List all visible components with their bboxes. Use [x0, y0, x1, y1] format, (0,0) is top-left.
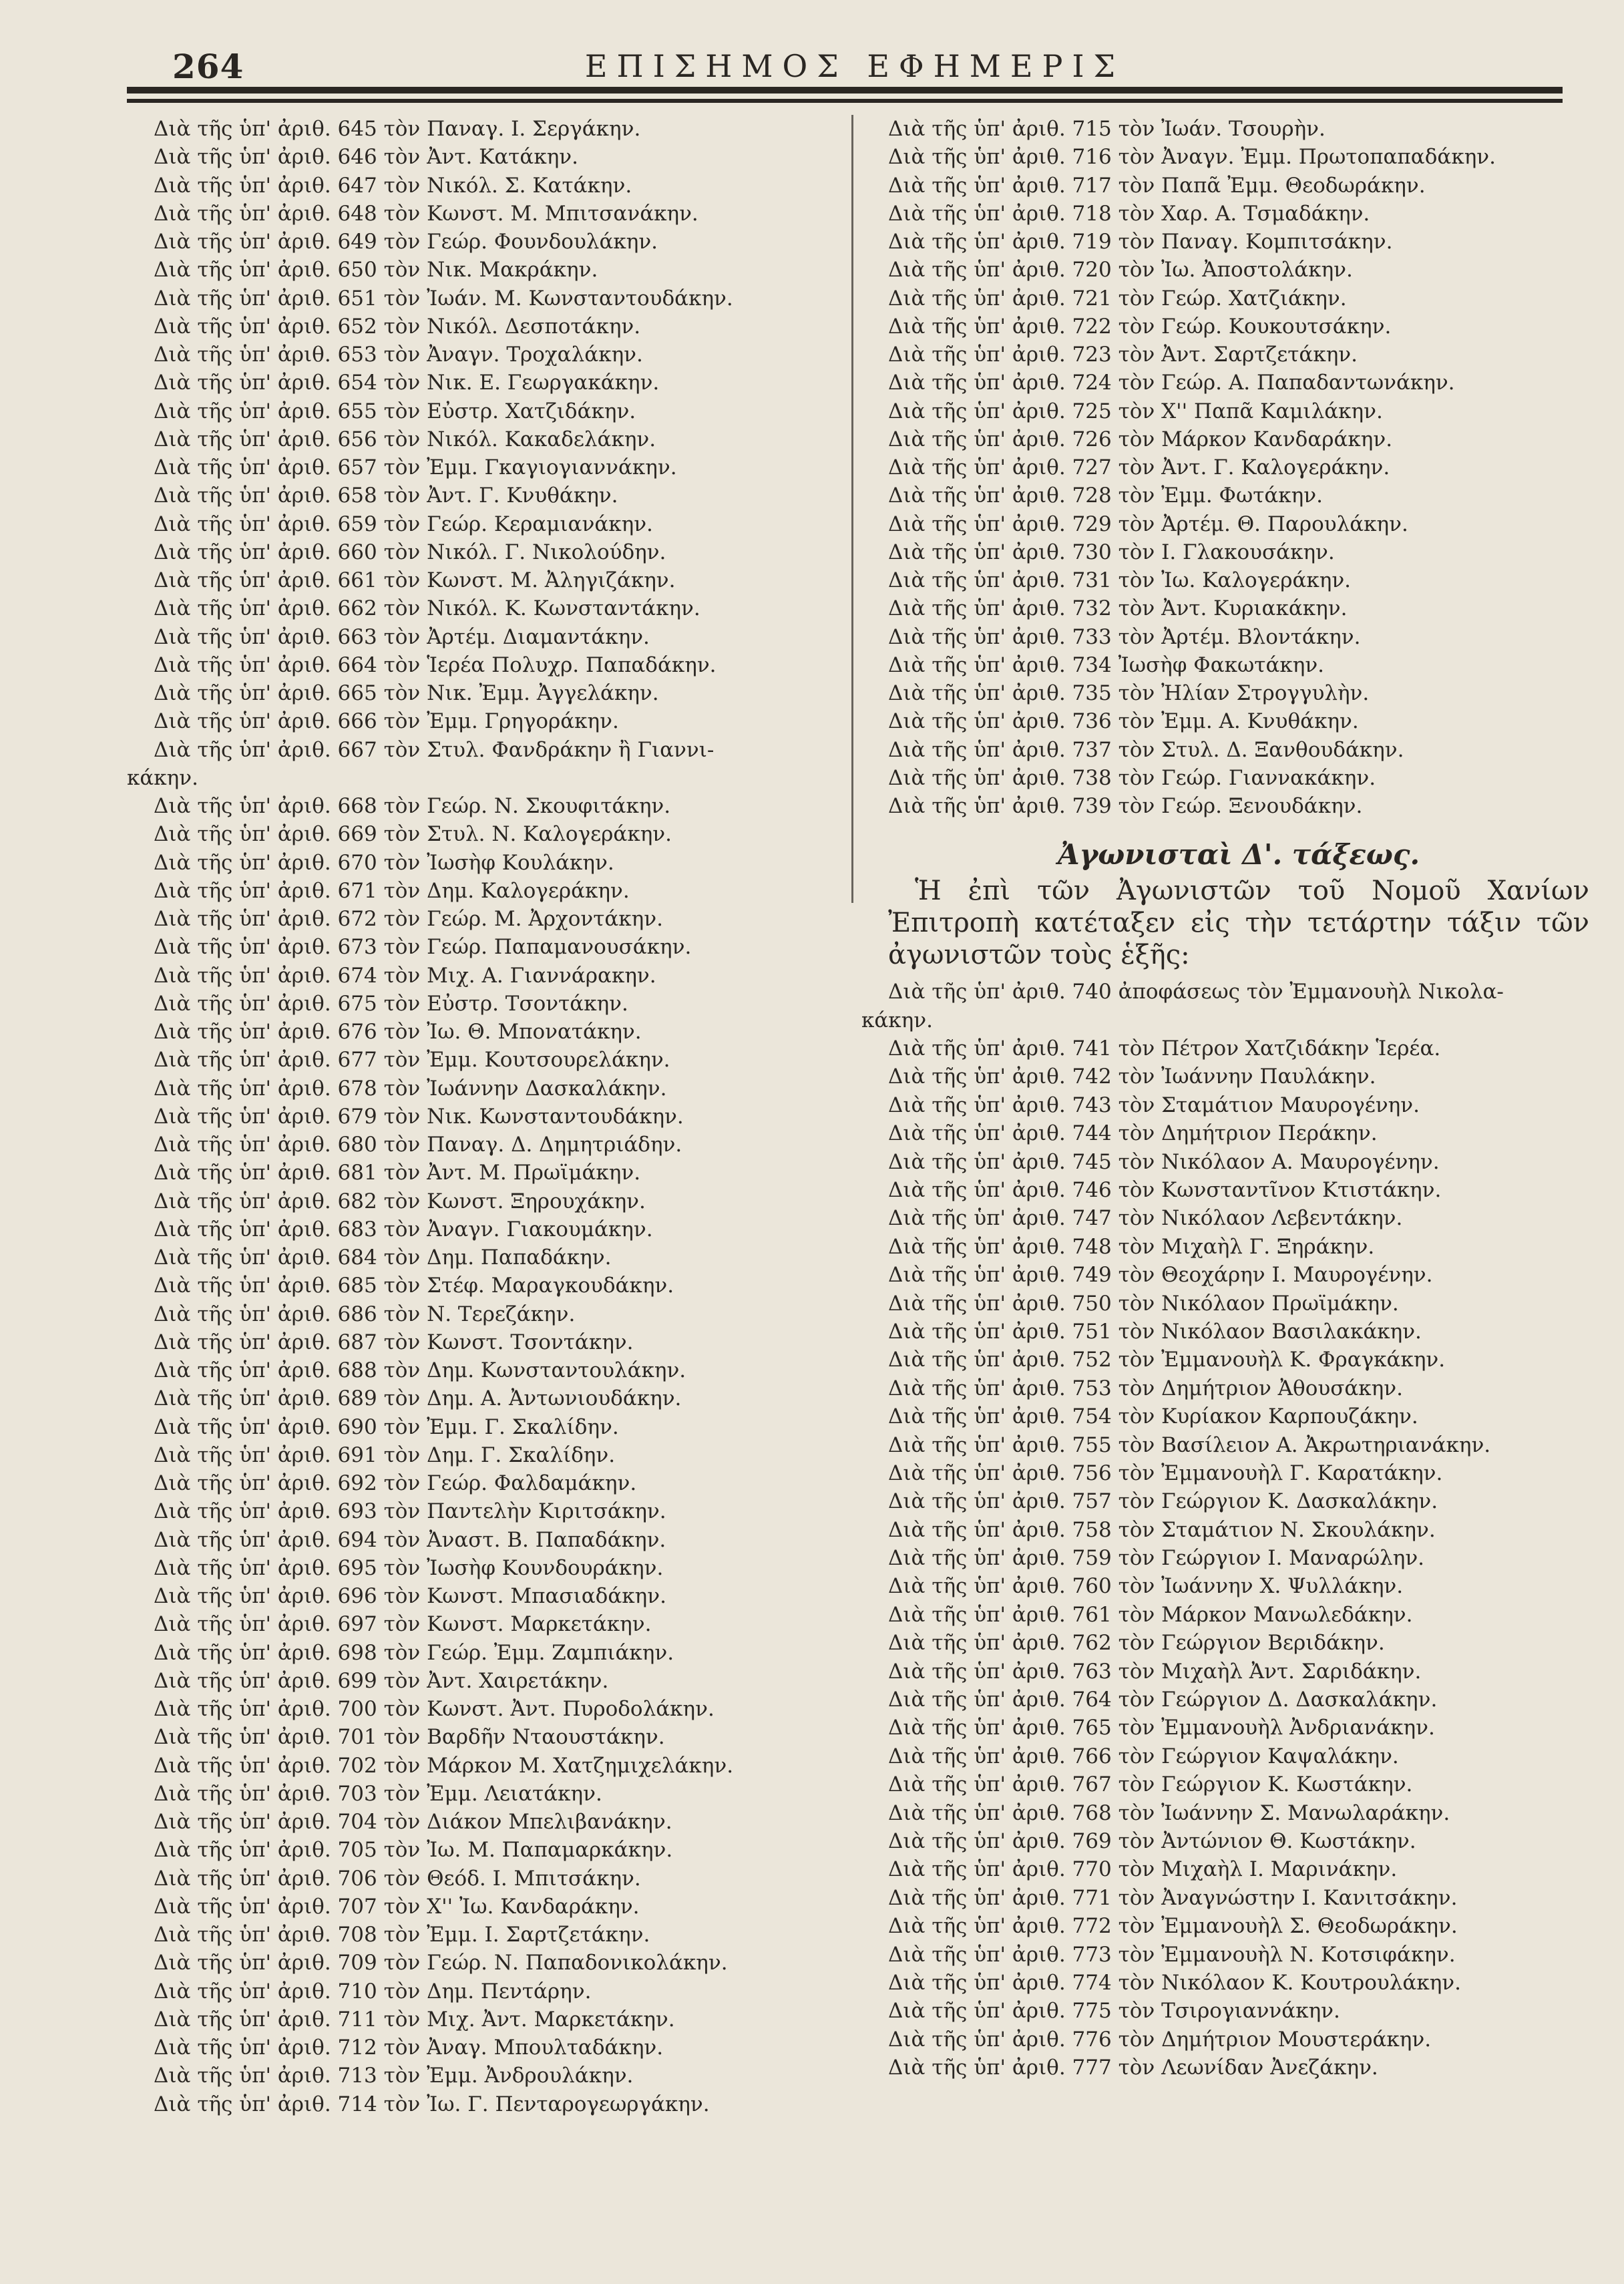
- list-entry: Διὰ τῆς ὑπ' ἀριθ. 762 τὸν Γεώργιον Βεριδάκην.: [888, 1631, 1385, 1656]
- list-entry: Διὰ τῆς ὑπ' ἀριθ. 773 τὸν Ἐμμανουὴλ Ν. Κοτσιφάκην.: [888, 1942, 1456, 1967]
- list-entry: Διὰ τῆς ὑπ' ἀριθ. 756 τὸν Ἐμμανουὴλ Γ. Καρατάκην.: [888, 1461, 1443, 1485]
- list-entry: Διὰ τῆς ὑπ' ἀριθ. 753 τὸν Δημήτριον Ἀθουσάκην.: [888, 1376, 1403, 1400]
- list-entry: Διὰ τῆς ὑπ' ἀριθ. 646 τὸν Ἀντ. Κατάκην.: [154, 145, 578, 170]
- list-entry: Διὰ τῆς ὑπ' ἀριθ. 651 τὸν Ἰωάν. Μ. Κωνσταντουδάκην.: [154, 286, 733, 311]
- list-entry: Διὰ τῆς ὑπ' ἀριθ. 765 τὸν Ἐμμανουὴλ Ἀνδριανάκην.: [888, 1716, 1435, 1740]
- list-entry: Διὰ τῆς ὑπ' ἀριθ. 746 τὸν Κωνσταντῖνον Κτιστάκην.: [888, 1177, 1442, 1202]
- list-entry: Διὰ τῆς ὑπ' ἀριθ. 729 τὸν Ἀρτέμ. Θ. Παρουλάκην.: [888, 512, 1408, 536]
- list-entry: Διὰ τῆς ὑπ' ἀριθ. 740 ἀποφάσεως τὸν Ἐμμανουὴλ Νικολα-: [888, 980, 1504, 1004]
- list-entry: Διὰ τῆς ὑπ' ἀριθ. 693 τὸν Παντελὴν Κιριτσάκην.: [154, 1499, 666, 1524]
- list-entry: Διὰ τῆς ὑπ' ἀριθ. 699 τὸν Ἀντ. Χαιρετάκην.: [154, 1668, 609, 1693]
- list-entry: κάκην.: [127, 765, 198, 790]
- section-title: Ἀγωνισταὶ Δ'. τάξεως.: [1057, 838, 1420, 872]
- list-entry: Διὰ τῆς ὑπ' ἀριθ. 768 τὸν Ἰωάννην Σ. Μανωλαράκην.: [888, 1800, 1450, 1825]
- list-entry: Διὰ τῆς ὑπ' ἀριθ. 733 τὸν Ἀρτέμ. Βλοντάκην.: [888, 624, 1361, 649]
- list-entry: Διὰ τῆς ὑπ' ἀριθ. 683 τὸν Ἀναγν. Γιακουμάκην.: [154, 1217, 653, 1242]
- header-rule-thin: [127, 99, 1563, 103]
- list-entry: Διὰ τῆς ὑπ' ἀριθ. 769 τὸν Ἀντώνιον Θ. Κωστάκην.: [888, 1829, 1416, 1853]
- list-entry: Διὰ τῆς ὑπ' ἀριθ. 661 τὸν Κωνστ. Μ. Ἀληγιζάκην.: [154, 568, 676, 592]
- list-entry: Διὰ τῆς ὑπ' ἀριθ. 720 τὸν Ἰω. Ἀποστολάκην.: [888, 258, 1353, 282]
- list-entry: Διὰ τῆς ὑπ' ἀριθ. 712 τὸν Ἀναγ. Μπουλταδάκην.: [154, 2036, 664, 2060]
- list-entry: Διὰ τῆς ὑπ' ἀριθ. 726 τὸν Μάρκον Κανδαράκην.: [888, 427, 1393, 451]
- header-rule-thick: [127, 87, 1563, 93]
- list-entry: Διὰ τῆς ὑπ' ἀριθ. 758 τὸν Σταμάτιον Ν. Σκουλάκην.: [888, 1517, 1436, 1542]
- list-entry: Διὰ τῆς ὑπ' ἀριθ. 755 τὸν Βασίλειον Α. Ἀκρωτηριανάκην.: [888, 1433, 1491, 1457]
- list-entry: Διὰ τῆς ὑπ' ἀριθ. 688 τὸν Δημ. Κωνσταντουλάκην.: [154, 1358, 686, 1382]
- list-entry: Διὰ τῆς ὑπ' ἀριθ. 653 τὸν Ἀναγν. Τροχαλάκην.: [154, 343, 643, 367]
- list-entry: Διὰ τῆς ὑπ' ἀριθ. 705 τὸν Ἰω. Μ. Παπαμαρκάκην.: [154, 1838, 673, 1863]
- list-entry: Διὰ τῆς ὑπ' ἀριθ. 743 τὸν Σταμάτιον Μαυρογένην.: [888, 1093, 1420, 1117]
- list-entry: Διὰ τῆς ὑπ' ἀριθ. 670 τὸν Ἰωσὴφ Κουλάκην.: [154, 850, 614, 875]
- section-intro: Ἡ ἐπὶ τῶν Ἀγωνιστῶν τοῦ Νομοῦ Χανίων Ἐπιτροπὴ κατέταξεν εἰς τὴν τετάρτην τάξιν τῶν ἀγωνιστῶν τοὺς ἑξῆς:: [888, 876, 1589, 971]
- list-entry: Διὰ τῆς ὑπ' ἀριθ. 715 τὸν Ἰωάν. Τσουρὴν.: [888, 117, 1326, 141]
- list-entry: Διὰ τῆς ὑπ' ἀριθ. 657 τὸν Ἐμμ. Γκαγιογιαννάκην.: [154, 455, 677, 480]
- list-entry: Διὰ τῆς ὑπ' ἀριθ. 700 τὸν Κωνστ. Ἀντ. Πυροδολάκην.: [154, 1697, 715, 1721]
- list-entry: Διὰ τῆς ὑπ' ἀριθ. 645 τὸν Παναγ. Ι. Σεργάκην.: [154, 117, 641, 141]
- list-entry: Διὰ τῆς ὑπ' ἀριθ. 727 τὸν Ἀντ. Γ. Καλογεράκην.: [888, 455, 1390, 480]
- list-entry: Διὰ τῆς ὑπ' ἀριθ. 652 τὸν Νικόλ. Δεσποτάκην.: [154, 314, 641, 339]
- list-entry: Διὰ τῆς ὑπ' ἀριθ. 739 τὸν Γεώρ. Ξενουδάκην.: [888, 794, 1363, 818]
- column-divider: [851, 115, 853, 903]
- list-entry: Διὰ τῆς ὑπ' ἀριθ. 760 τὸν Ἰωάννην Χ. Ψυλλάκην.: [888, 1574, 1404, 1599]
- list-entry: Διὰ τῆς ὑπ' ἀριθ. 696 τὸν Κωνστ. Μπασιαδάκην.: [154, 1584, 666, 1608]
- list-entry: Διὰ τῆς ὑπ' ἀριθ. 724 τὸν Γεώρ. Α. Παπαδαντωνάκην.: [888, 371, 1455, 395]
- list-entry: Διὰ τῆς ὑπ' ἀριθ. 682 τὸν Κωνστ. Ξηρουχάκην.: [154, 1189, 646, 1213]
- list-entry: Διὰ τῆς ὑπ' ἀριθ. 668 τὸν Γεώρ. Ν. Σκουφιτάκην.: [154, 794, 671, 818]
- right-entries-before: [888, 115, 1589, 820]
- list-entry: Διὰ τῆς ὑπ' ἀριθ. 707 τὸν Χ'' Ἰω. Κανδαράκην.: [154, 1894, 640, 1919]
- list-entry: Διὰ τῆς ὑπ' ἀριθ. 741 τὸν Πέτρον Χατζιδάκην Ἱερέα.: [888, 1036, 1441, 1061]
- list-entry: Διὰ τῆς ὑπ' ἀριθ. 680 τὸν Παναγ. Δ. Δημητριάδην.: [154, 1133, 682, 1157]
- list-entry: Διὰ τῆς ὑπ' ἀριθ. 766 τὸν Γεώργιον Καψαλάκην.: [888, 1744, 1399, 1768]
- list-entry: Διὰ τῆς ὑπ' ἀριθ. 679 τὸν Νικ. Κωνσταντουδάκην.: [154, 1104, 684, 1129]
- list-entry: Διὰ τῆς ὑπ' ἀριθ. 737 τὸν Στυλ. Δ. Ξανθουδάκην.: [888, 737, 1404, 762]
- right-entries-after: [861, 978, 1589, 2082]
- list-entry: Διὰ τῆς ὑπ' ἀριθ. 728 τὸν Ἐμμ. Φωτάκην.: [888, 484, 1323, 508]
- list-entry: Διὰ τῆς ὑπ' ἀριθ. 694 τὸν Ἀναστ. Β. Παπαδάκην.: [154, 1527, 666, 1552]
- list-entry: Διὰ τῆς ὑπ' ἀριθ. 772 τὸν Ἐμμανουὴλ Σ. Θεοδωράκην.: [888, 1914, 1458, 1939]
- list-entry: Διὰ τῆς ὑπ' ἀριθ. 752 τὸν Ἐμμανουὴλ Κ. Φραγκάκην.: [888, 1348, 1446, 1372]
- list-entry: Διὰ τῆς ὑπ' ἀριθ. 689 τὸν Δημ. Α. Ἀντωνιουδάκην.: [154, 1386, 682, 1411]
- list-entry: Διὰ τῆς ὑπ' ἀριθ. 675 τὸν Εὐστρ. Τσοντάκην.: [154, 991, 628, 1016]
- list-entry: Διὰ τῆς ὑπ' ἀριθ. 717 τὸν Παπᾶ Ἐμμ. Θεοδωράκην.: [888, 173, 1426, 198]
- list-entry: Διὰ τῆς ὑπ' ἀριθ. 685 τὸν Στέφ. Μαραγκουδάκην.: [154, 1274, 674, 1298]
- list-entry: Διὰ τῆς ὑπ' ἀριθ. 695 τὸν Ἰωσὴφ Κουνδουράκην.: [154, 1555, 664, 1580]
- list-entry: Διὰ τῆς ὑπ' ἀριθ. 711 τὸν Μιχ. Ἀντ. Μαρκετάκην.: [154, 2007, 675, 2032]
- list-entry: Διὰ τῆς ὑπ' ἀριθ. 649 τὸν Γεώρ. Φουνδουλάκην.: [154, 230, 658, 254]
- list-entry: Διὰ τῆς ὑπ' ἀριθ. 738 τὸν Γεώρ. Γιαννακάκην.: [888, 765, 1376, 790]
- list-entry: Διὰ τῆς ὑπ' ἀριθ. 698 τὸν Γεώρ. Ἐμμ. Ζαμπιάκην.: [154, 1640, 674, 1665]
- list-entry: Διὰ τῆς ὑπ' ἀριθ. 671 τὸν Δημ. Καλογεράκην.: [154, 878, 630, 903]
- list-entry: Διὰ τῆς ὑπ' ἀριθ. 660 τὸν Νικόλ. Γ. Νικολούδην.: [154, 540, 666, 564]
- list-entry: Διὰ τῆς ὑπ' ἀριθ. 754 τὸν Κυρίακον Καρπουζάκην.: [888, 1404, 1418, 1429]
- list-entry: Διὰ τῆς ὑπ' ἀριθ. 703 τὸν Ἐμμ. Λειατάκην.: [154, 1781, 602, 1806]
- list-entry: Διὰ τῆς ὑπ' ἀριθ. 759 τὸν Γεώργιον Ι. Μαναρώλην.: [888, 1546, 1425, 1571]
- list-entry: Διὰ τῆς ὑπ' ἀριθ. 704 τὸν Διάκον Μπελιβανάκην.: [154, 1810, 672, 1834]
- list-entry: Διὰ τῆς ὑπ' ἀριθ. 686 τὸν Ν. Τερεζάκην.: [154, 1302, 576, 1326]
- list-entry: Διὰ τῆς ὑπ' ἀριθ. 777 τὸν Λεωνίδαν Ἀνεζάκην.: [888, 2056, 1378, 2080]
- list-entry: Διὰ τῆς ὑπ' ἀριθ. 757 τὸν Γεώργιον Κ. Δασκαλάκην.: [888, 1489, 1438, 1514]
- list-entry: Διὰ τῆς ὑπ' ἀριθ. 744 τὸν Δημήτριον Περάκην.: [888, 1121, 1378, 1146]
- list-entry: κάκην.: [861, 1008, 933, 1032]
- list-entry: Διὰ τῆς ὑπ' ἀριθ. 736 τὸν Ἐμμ. Α. Κνυθάκην.: [888, 709, 1359, 734]
- list-entry: Διὰ τῆς ὑπ' ἀριθ. 721 τὸν Γεώρ. Χατζιάκην.: [888, 286, 1347, 311]
- list-entry: Διὰ τῆς ὑπ' ἀριθ. 742 τὸν Ἰωάννην Παυλάκην.: [888, 1065, 1376, 1089]
- list-entry: Διὰ τῆς ὑπ' ἀριθ. 719 τὸν Παναγ. Κομπιτσάκην.: [888, 230, 1393, 254]
- list-entry: Διὰ τῆς ὑπ' ἀριθ. 656 τὸν Νικόλ. Κακαδελάκην.: [154, 427, 656, 451]
- list-entry: Διὰ τῆς ὑπ' ἀριθ. 650 τὸν Νικ. Μακράκην.: [154, 258, 598, 282]
- list-entry: Διὰ τῆς ὑπ' ἀριθ. 725 τὸν Χ'' Παπᾶ Καμιλάκην.: [888, 399, 1383, 423]
- list-entry: Διὰ τῆς ὑπ' ἀριθ. 690 τὸν Ἐμμ. Γ. Σκαλίδην.: [154, 1414, 619, 1439]
- list-entry: Διὰ τῆς ὑπ' ἀριθ. 655 τὸν Εὐστρ. Χατζιδάκην.: [154, 399, 636, 423]
- list-entry: Διὰ τῆς ὑπ' ἀριθ. 749 τὸν Θεοχάρην Ι. Μαυρογένην.: [888, 1263, 1433, 1288]
- list-entry: Διὰ τῆς ὑπ' ἀριθ. 763 τὸν Μιχαὴλ Ἀντ. Σαριδάκην.: [888, 1659, 1422, 1684]
- list-entry: Διὰ τῆς ὑπ' ἀριθ. 692 τὸν Γεώρ. Φαλδαμάκην.: [154, 1471, 637, 1495]
- list-entry: Διὰ τῆς ὑπ' ἀριθ. 767 τὸν Γεώργιον Κ. Κωστάκην.: [888, 1772, 1413, 1797]
- list-entry: Διὰ τῆς ὑπ' ἀριθ. 734 Ἰωσὴφ Φακωτάκην.: [888, 652, 1325, 677]
- list-entry: Διὰ τῆς ὑπ' ἀριθ. 669 τὸν Στυλ. Ν. Καλογεράκην.: [154, 822, 672, 847]
- list-entry: Διὰ τῆς ὑπ' ἀριθ. 713 τὸν Ἐμμ. Ἀνδρουλάκην.: [154, 2064, 634, 2088]
- page-number: 264: [172, 47, 244, 86]
- list-entry: Διὰ τῆς ὑπ' ἀριθ. 735 τὸν Ἠλίαν Στρογγυλὴν.: [888, 681, 1370, 705]
- list-entry: Διὰ τῆς ὑπ' ἀριθ. 718 τὸν Χαρ. Α. Τσμαδάκην.: [888, 201, 1370, 226]
- list-entry: Διὰ τῆς ὑπ' ἀριθ. 750 τὸν Νικόλαον Πρωϊμάκην.: [888, 1291, 1399, 1316]
- list-entry: Διὰ τῆς ὑπ' ἀριθ. 761 τὸν Μάρκον Μανωλεδάκην.: [888, 1602, 1413, 1627]
- list-entry: Διὰ τῆς ὑπ' ἀριθ. 674 τὸν Μιχ. Α. Γιαννάρακην.: [154, 963, 656, 988]
- list-entry: Διὰ τῆς ὑπ' ἀριθ. 681 τὸν Ἀντ. Μ. Πρωϊμάκην.: [154, 1161, 641, 1185]
- list-entry: Διὰ τῆς ὑπ' ἀριθ. 647 τὸν Νικόλ. Σ. Κατάκην.: [154, 173, 632, 198]
- list-entry: Διὰ τῆς ὑπ' ἀριθ. 714 τὸν Ἰω. Γ. Πενταρογεωργάκην.: [154, 2092, 710, 2116]
- list-entry: Διὰ τῆς ὑπ' ἀριθ. 697 τὸν Κωνστ. Μαρκετάκην.: [154, 1612, 652, 1637]
- list-entry: Διὰ τῆς ὑπ' ἀριθ. 676 τὸν Ἰω. Θ. Μπονατάκην.: [154, 1020, 642, 1044]
- left-column: [127, 115, 855, 2118]
- list-entry: Διὰ τῆς ὑπ' ἀριθ. 691 τὸν Δημ. Γ. Σκαλίδην.: [154, 1443, 616, 1467]
- list-entry: Διὰ τῆς ὑπ' ἀριθ. 662 τὸν Νικόλ. Κ. Κωνσταντάκην.: [154, 596, 700, 621]
- list-entry: Διὰ τῆς ὑπ' ἀριθ. 677 τὸν Ἐμμ. Κουτσουρελάκην.: [154, 1048, 670, 1073]
- list-entry: Διὰ τῆς ὑπ' ἀριθ. 748 τὸν Μιχαὴλ Γ. Ξηράκην.: [888, 1234, 1375, 1259]
- list-entry: Διὰ τῆς ὑπ' ἀριθ. 708 τὸν Ἐμμ. Ι. Σαρτζετάκην.: [154, 1923, 650, 1947]
- list-entry: Διὰ τῆς ὑπ' ἀριθ. 658 τὸν Ἀντ. Γ. Κνυθάκην.: [154, 484, 618, 508]
- list-entry: Διὰ τῆς ὑπ' ἀριθ. 775 τὸν Τσιρογιαννάκην.: [888, 1999, 1340, 2024]
- list-entry: Διὰ τῆς ὑπ' ἀριθ. 706 τὸν Θεόδ. Ι. Μπιτσάκην.: [154, 1866, 641, 1891]
- list-entry: Διὰ τῆς ὑπ' ἀριθ. 722 τὸν Γεώρ. Κουκουτσάκην.: [888, 314, 1392, 339]
- list-entry: Διὰ τῆς ὑπ' ἀριθ. 665 τὸν Νικ. Ἐμμ. Ἀγγελάκην.: [154, 681, 659, 705]
- list-entry: Διὰ τῆς ὑπ' ἀριθ. 730 τὸν Ι. Γλακουσάκην.: [888, 540, 1335, 564]
- list-entry: Διὰ τῆς ὑπ' ἀριθ. 745 τὸν Νικόλαον Α. Μαυρογένην.: [888, 1149, 1440, 1174]
- list-entry: Διὰ τῆς ὑπ' ἀριθ. 771 τὸν Ἀναγνώστην Ι. Κανιτσάκην.: [888, 1885, 1458, 1910]
- list-entry: Διὰ τῆς ὑπ' ἀριθ. 764 τὸν Γεώργιον Δ. Δασκαλάκην.: [888, 1688, 1438, 1712]
- list-entry: Διὰ τῆς ὑπ' ἀριθ. 678 τὸν Ἰωάννην Δασκαλάκην.: [154, 1076, 667, 1101]
- list-entry: Διὰ τῆς ὑπ' ἀριθ. 687 τὸν Κωνστ. Τσοντάκην.: [154, 1330, 634, 1354]
- list-entry: Διὰ τῆς ὑπ' ἀριθ. 673 τὸν Γεώρ. Παπαμανουσάκην.: [154, 935, 692, 960]
- list-entry: Διὰ τῆς ὑπ' ἀριθ. 664 τὸν Ἱερέα Πολυχρ. Παπαδάκην.: [154, 652, 717, 677]
- list-entry: Διὰ τῆς ὑπ' ἀριθ. 732 τὸν Ἀντ. Κυριακάκην.: [888, 596, 1348, 621]
- list-entry: Διὰ τῆς ὑπ' ἀριθ. 702 τὸν Μάρκον Μ. Χατζημιχελάκην.: [154, 1753, 734, 1778]
- list-entry: Διὰ τῆς ὑπ' ἀριθ. 666 τὸν Ἐμμ. Γρηγοράκην.: [154, 709, 619, 734]
- page-header: [127, 40, 1583, 93]
- list-entry: Διὰ τῆς ὑπ' ἀριθ. 710 τὸν Δημ. Πεντάρην.: [154, 1979, 592, 2004]
- list-entry: Διὰ τῆς ὑπ' ἀριθ. 716 τὸν Ἀναγν. Ἐμμ. Πρωτοπαπαδάκην.: [888, 145, 1496, 170]
- list-entry: Διὰ τῆς ὑπ' ἀριθ. 774 τὸν Νικόλαον Κ. Κουτρουλάκην.: [888, 1970, 1461, 1995]
- list-entry: Διὰ τῆς ὑπ' ἀριθ. 747 τὸν Νικόλαον Λεβεντάκην.: [888, 1206, 1403, 1231]
- list-entry: Διὰ τῆς ὑπ' ἀριθ. 663 τὸν Ἀρτέμ. Διαμαντάκην.: [154, 624, 650, 649]
- list-entry: Διὰ τῆς ὑπ' ἀριθ. 672 τὸν Γεώρ. Μ. Ἀρχοντάκην.: [154, 907, 663, 931]
- right-column: [861, 115, 1589, 2082]
- list-entry: Διὰ τῆς ὑπ' ἀριθ. 776 τὸν Δημήτριον Μουστεράκην.: [888, 2027, 1432, 2052]
- list-entry: Διὰ τῆς ὑπ' ἀριθ. 667 τὸν Στυλ. Φανδράκην ἢ Γιαννι-: [154, 737, 715, 762]
- list-entry: Διὰ τῆς ὑπ' ἀριθ. 751 τὸν Νικόλαον Βασιλακάκην.: [888, 1319, 1422, 1344]
- list-entry: Διὰ τῆς ὑπ' ἀριθ. 731 τὸν Ἰω. Καλογεράκην.: [888, 568, 1352, 592]
- list-entry: Διὰ τῆς ὑπ' ἀριθ. 723 τὸν Ἀντ. Σαρτζετάκην.: [888, 343, 1358, 367]
- list-entry: Διὰ τῆς ὑπ' ἀριθ. 701 τὸν Βαρδῆν Νταουστάκην.: [154, 1725, 665, 1750]
- list-entry: Διὰ τῆς ὑπ' ἀριθ. 709 τὸν Γεώρ. Ν. Παπαδονικολάκην.: [154, 1951, 728, 1975]
- list-entry: Διὰ τῆς ὑπ' ἀριθ. 659 τὸν Γεώρ. Κεραμιανάκην.: [154, 512, 653, 536]
- journal-title: ΕΠΙΣΗΜΟΣ ΕΦΗΜΕΡΙΣ: [584, 48, 1125, 84]
- list-entry: Διὰ τῆς ὑπ' ἀριθ. 648 τὸν Κωνστ. Μ. Μπιτσανάκην.: [154, 201, 698, 226]
- list-entry: Διὰ τῆς ὑπ' ἀριθ. 684 τὸν Δημ. Παπαδάκην.: [154, 1246, 612, 1270]
- list-entry: Διὰ τῆς ὑπ' ἀριθ. 770 τὸν Μιχαὴλ Ι. Μαρινάκην.: [888, 1857, 1398, 1882]
- list-entry: Διὰ τῆς ὑπ' ἀριθ. 654 τὸν Νικ. Ε. Γεωργακάκην.: [154, 371, 660, 395]
